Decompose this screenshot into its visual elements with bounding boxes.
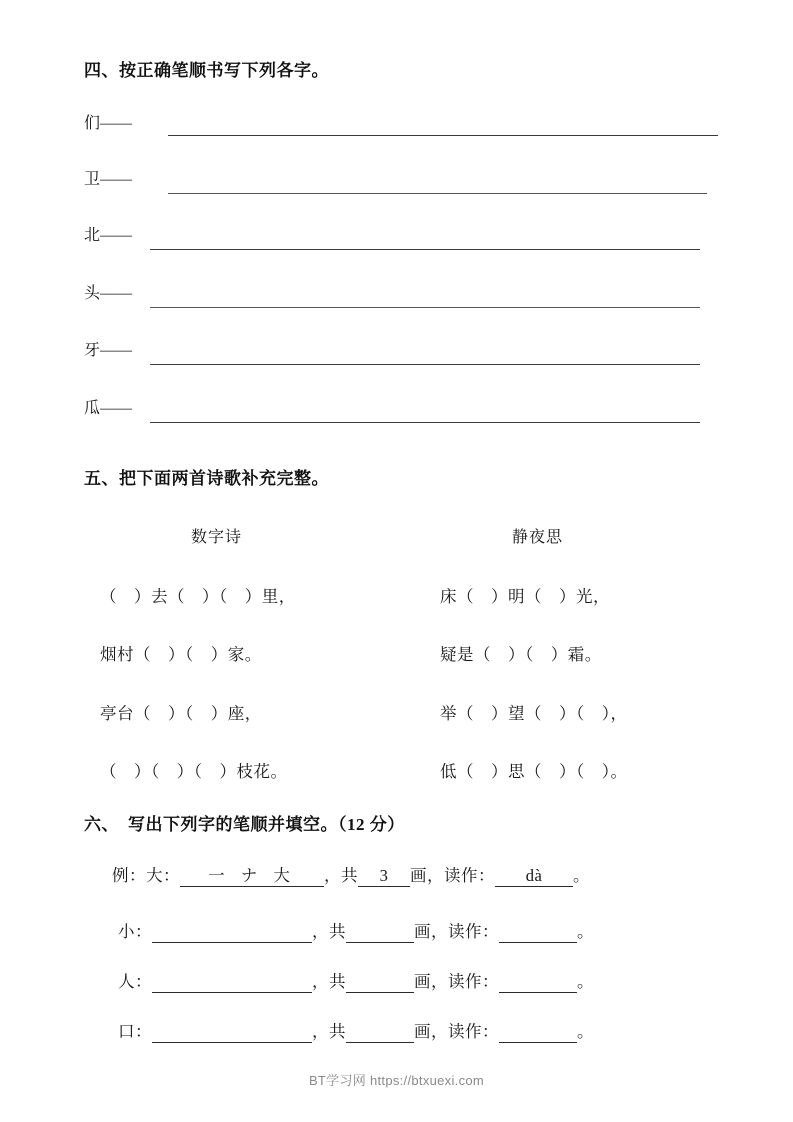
fill-row-1-comma: ，共 [312,922,346,941]
fill-row-2-reading-blank[interactable] [499,972,577,993]
fill-row-2-mid: 画，读作： [414,972,499,991]
answer-rule-5[interactable] [150,364,700,365]
stroke-order-char-4: 头—— [84,285,133,302]
stroke-order-char-2: 卫—— [84,171,133,188]
answer-rule-1[interactable] [168,135,718,136]
fill-row-3-period: 。 [577,1022,594,1041]
fill-row-2-count-blank[interactable] [346,972,414,993]
example-mid: 画，读作： [410,866,495,885]
example-row [112,862,590,887]
fill-row-3-mid: 画，读作： [414,1022,499,1041]
fill-row-1-char: 小： [118,922,152,941]
poem-right-line-2[interactable]: 疑是（ ）（ ）霜。 [440,645,602,664]
poem-right-line-3[interactable]: 举（ ）望（ ）（ ）， [440,704,628,723]
section-5-heading: 五、把下面两首诗歌补充完整。 [84,469,329,488]
poem-left-line-3[interactable]: 亭台（ ）（ ）座， [100,704,262,723]
fill-row-3-char: 口： [118,1022,152,1041]
poem-title-left: 数字诗 [191,529,243,546]
stroke-order-char-1: 们—— [84,115,133,132]
poem-left-line-2[interactable]: 烟村（ ）（ ）家。 [100,645,262,664]
poem-left-line-4[interactable]: （ ）（ ）（ ）枝花。 [100,762,288,781]
fill-row-2-period: 。 [577,972,594,991]
example-prefix: 例：大： [112,866,180,885]
fill-row-3-reading-blank[interactable] [499,1022,577,1043]
poem-right-line-1[interactable]: 床（ ）明（ ）光， [440,587,610,606]
example-count-blank[interactable]: 3 [358,866,410,887]
fill-row-3-strokes-blank[interactable] [152,1022,312,1043]
fill-row-2-char: 人： [118,972,152,991]
example-reading-blank[interactable]: dà [495,866,573,887]
section-4-heading: 四、按正确笔顺书写下列各字。 [84,61,329,80]
fill-row-1 [118,918,594,943]
stroke-order-char-6: 瓜—— [84,400,133,417]
fill-row-3-comma: ，共 [312,1022,346,1041]
fill-row-3-count-blank[interactable] [346,1022,414,1043]
fill-row-1-count-blank[interactable] [346,922,414,943]
fill-row-1-mid: 画，读作： [414,922,499,941]
fill-row-1-period: 。 [577,922,594,941]
section-6-heading: 六、 写出下列字的笔顺并填空。（12 分） [84,815,405,834]
fill-row-3 [118,1018,594,1043]
poem-title-right: 静夜思 [512,529,564,546]
poem-left-line-1[interactable]: （ ）去（ ）（ ）里， [100,587,296,606]
fill-row-2-strokes-blank[interactable] [152,972,312,993]
example-comma: ，共 [324,866,358,885]
footer-watermark: BT学习网 https://btxuexi.com [308,1073,485,1088]
answer-rule-6[interactable] [150,422,700,423]
poem-right-line-4[interactable]: 低（ ）思（ ）（ ）。 [440,762,628,781]
fill-row-1-reading-blank[interactable] [499,922,577,943]
fill-row-1-strokes-blank[interactable] [152,922,312,943]
answer-rule-4[interactable] [150,307,700,308]
stroke-order-char-5: 牙—— [84,342,133,359]
example-period: 。 [573,866,590,885]
stroke-order-char-3: 北—— [84,227,133,244]
answer-rule-2[interactable] [168,193,707,194]
fill-row-2-comma: ，共 [312,972,346,991]
fill-row-2 [118,968,594,993]
example-strokes-blank[interactable]: 一 ナ 大 [180,862,324,887]
answer-rule-3[interactable] [150,249,700,250]
